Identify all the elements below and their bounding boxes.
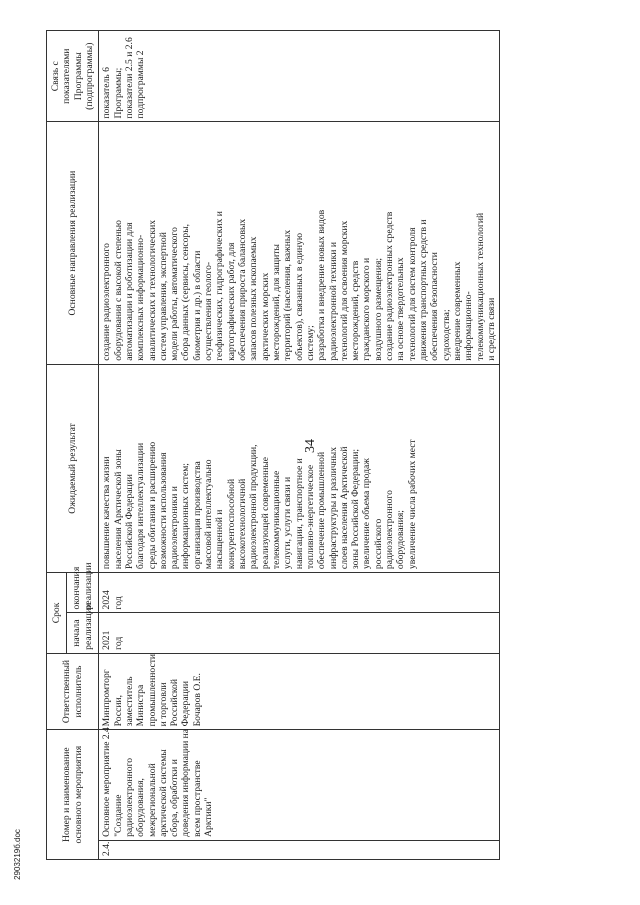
cell-line: топливно-энергетическое [304, 464, 316, 570]
cell-line: показатели 2.5 и 2.6 [123, 37, 135, 119]
header-end: окончания реализации [66, 573, 98, 613]
cell-line: оборудования; [395, 510, 407, 570]
cell-line: аналитических и технологических [146, 219, 158, 361]
cell-line: создание радиоэлектронных средств [384, 211, 396, 361]
cell-line: России, [112, 695, 124, 727]
responsible-cell [99, 653, 500, 730]
end-cell [99, 573, 500, 613]
cell-line: Бочаров О.Е. [191, 673, 203, 727]
cell-line: объектов), связанных в единую [293, 232, 305, 361]
cell-line: оборудования с высокой степенью [112, 220, 124, 361]
cell-line: населения Арктической зоны [112, 449, 124, 570]
cell-line: месторождений, для защиты [270, 244, 282, 361]
cell-line: год [112, 636, 124, 650]
cell-line: радиоэлектронного [123, 757, 135, 837]
cell-line: Арктики" [203, 797, 215, 837]
cell-line: организация производства [191, 461, 203, 570]
cell-line: "Создание [112, 794, 124, 837]
cell-line: межрегиональной [146, 763, 158, 837]
cell-line: Программы; [112, 67, 124, 119]
cell-line: комплексных информационно- [135, 234, 147, 361]
cell-line: услуги, услуги связи и [282, 476, 294, 570]
table-row [99, 31, 500, 860]
cell-line: радиоэлектронной продукции, [248, 444, 260, 570]
cell-line: среды обитания и расширению [146, 441, 158, 570]
cell-line: систем управления, экспертной [157, 232, 169, 361]
measures-table [46, 30, 500, 860]
cell-line: обеспечения безопасности [429, 252, 441, 361]
cell-line: год [112, 596, 124, 610]
link-cell [99, 31, 500, 122]
cell-line: телекоммуникационные [270, 470, 282, 570]
cell-line: Министра [135, 684, 147, 727]
cell-line: судоходства; [440, 309, 452, 361]
cell-line: насыщенной и [214, 509, 226, 570]
cell-line: и торговли [157, 682, 169, 727]
cell-line: повышение качества жизни [101, 456, 113, 570]
page-number: 34 [303, 439, 318, 453]
cell-line: Минпромторг [101, 669, 113, 727]
cell-line: арктических морских [259, 272, 271, 361]
cell-line: информационных систем; [180, 463, 192, 570]
cell-line: всем пространстве [191, 760, 203, 837]
row-number: 2.4. [99, 840, 500, 859]
cell-line: радиоэлектронной техники и [327, 242, 339, 361]
cell-line: разработка и внедрение новых видов [316, 209, 328, 361]
cell-line: слоев населения Арктической [338, 446, 350, 570]
cell-line: конкурентоспособной [225, 478, 237, 570]
cell-line: осуществления геолого- [203, 261, 215, 361]
cell-line: доведения информации на [180, 728, 192, 837]
cell-line: арктической системы [157, 749, 169, 837]
cell-line: 2021 [101, 630, 113, 650]
cell-line: гражданского морского и [361, 257, 373, 361]
header-link: Связь с показателями Программы (подпрограммы) [47, 31, 99, 122]
cell-line: запасов полезных ископаемых [248, 236, 260, 361]
directions-cell [99, 122, 500, 364]
header-result: Ожидаемый результат [47, 364, 99, 572]
cell-line: навигации, транспортное и [293, 458, 305, 570]
cell-line: увеличение объема продаж [361, 458, 373, 570]
cell-line: автоматизации и роботизации для [123, 222, 135, 361]
cell-line: радиоэлектроники и [169, 486, 181, 570]
cell-line: на основе твердотельных [395, 257, 407, 361]
cell-line: Федерации [180, 681, 192, 727]
cell-line: и средств связи [485, 297, 497, 361]
cell-line: реализующей современные [259, 456, 271, 570]
cell-line: высокотехнологичной [237, 478, 248, 570]
cell-line: обеспечения прироста балансовых [237, 218, 248, 361]
cell-line: внедрение современных [451, 261, 463, 361]
cell-line: благодаря интеллектуализации [135, 442, 147, 570]
start-cell [99, 613, 500, 653]
cell-line: подпрограммы 2 [135, 50, 147, 119]
cell-line: заместитель [123, 676, 135, 727]
cell-line: обеспечение промышленной [316, 451, 328, 570]
cell-line: сбора, обработки и [169, 759, 181, 837]
header-start: начала реализации [66, 613, 98, 653]
cell-line: создание радиоэлектронного [101, 243, 113, 361]
header-responsible: Ответственный исполнитель [47, 653, 99, 730]
result-cell [99, 364, 500, 572]
cell-line: информационно- [463, 291, 475, 361]
cell-line: геофизических, гидрографических и [214, 211, 226, 361]
footer-file-name: 2903219б.doc [12, 829, 22, 880]
cell-line: Основное мероприятие 2.4 [101, 727, 113, 837]
cell-line: промышленности [146, 653, 158, 727]
cell-line: показатель 6 [101, 67, 113, 119]
cell-line: оборудования, [135, 778, 147, 837]
header-period: Срок [47, 573, 67, 654]
cell-line: технологий для систем контроля [406, 227, 418, 361]
cell-line: биометрия и др.) в области [191, 250, 203, 361]
cell-line: российского [372, 518, 384, 570]
cell-line: увеличение числа рабочих мест [406, 439, 418, 570]
cell-line: массовой интеллектуально [203, 459, 215, 570]
cell-line: телекоммуникационных технологий [474, 212, 486, 361]
measure-name-cell [99, 727, 500, 841]
cell-line: движения транспортных средств и [418, 219, 429, 361]
cell-line: систему; [304, 325, 316, 361]
cell-line: радиоэлектронного [384, 490, 396, 570]
header-name: Номер и наименование основного мероприятия [47, 730, 99, 860]
cell-line: инфраструктуры и различных [327, 446, 339, 570]
cell-line: возможности использования [157, 452, 169, 570]
cell-line: модели работы, автоматического [169, 227, 181, 361]
header-directions: Основные направления реализации [47, 122, 99, 364]
cell-line: месторождений, средств [350, 260, 362, 361]
cell-line: технологий для освоения морских [338, 220, 350, 361]
cell-line: 2024 [101, 590, 113, 610]
rotated-page [46, 30, 500, 860]
cell-line: воздушного размещения; [372, 257, 384, 361]
cell-line: Российской [169, 679, 181, 727]
cell-line: картографических работ, для [225, 242, 237, 361]
cell-line: сбора данных (сервисы, сенсоры, [180, 223, 192, 361]
cell-line: зоны Российской Федерации; [350, 448, 362, 570]
cell-line: Российской Федерации [123, 474, 135, 570]
cell-line: территорий (населения, важных [282, 229, 294, 361]
